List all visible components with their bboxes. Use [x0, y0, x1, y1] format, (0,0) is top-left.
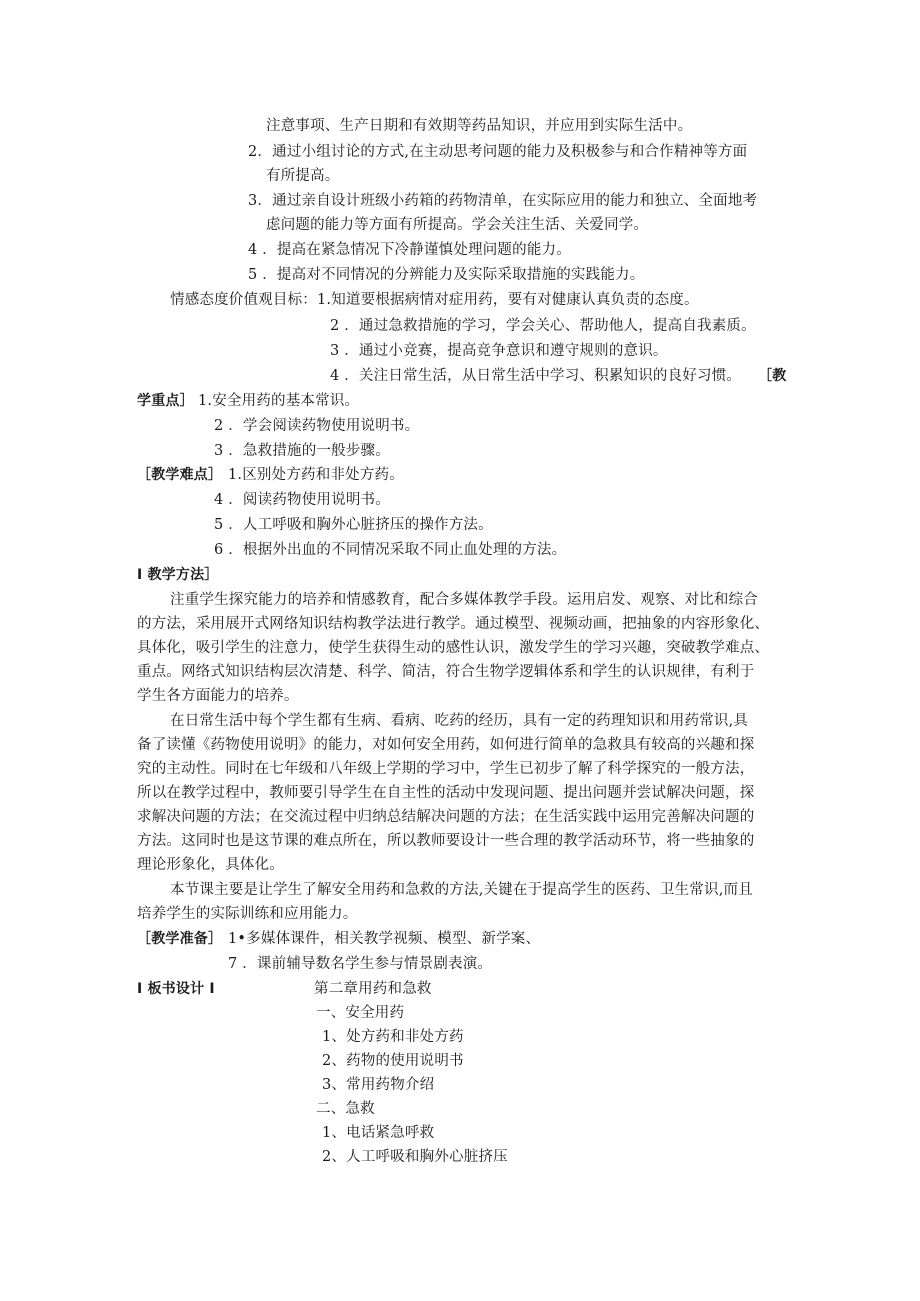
board-line-3: 2、药物的使用说明书 [322, 1053, 464, 1069]
ability-goal-2-cont: 有所提高。 [266, 168, 340, 184]
methods-p1-line2: 的方法，采用展开式网络知识结构教学法进行教学。通过模型、视频动画，把抽象的内容形象化、 [137, 616, 770, 632]
methods-p2-line6: 方法。这同时也是这节课的难点所在，所以教师要设计一些合理的教学活动环节，将一些抽象的 [137, 833, 755, 849]
board-line-5: 二、急救 [316, 1101, 375, 1117]
key-point-3: 3 ．急救措施的一般步骤。 [214, 443, 390, 459]
difficulty-1: 1.区别处方药和非处方药。 [228, 467, 404, 483]
ability-goal-4: 4 ．提高在紧急情况下冷静谨慎处理问题的能力。 [248, 242, 571, 258]
methods-p2-line4: 所以在教学过程中，教师要引导学生在自主性的活动中发现问题、提出问题并尝试解决问题，探 [137, 785, 755, 801]
methods-p1-line5: 学生各方面能力的培养。 [137, 688, 299, 704]
board-title: 第二章用药和急救 [314, 981, 432, 997]
ability-goal-2: 2．通过小组讨论的方式,在主动思考问题的能力及积极参与和合作精神等方面 [248, 144, 748, 160]
board-line-4: 3、常用药物介绍 [322, 1077, 435, 1093]
methods-p2-line3: 究的主动性。同时在七年级和八年级上学期的学习中，学生已初步了解了科学探究的一般方法， [137, 761, 755, 777]
board-line-6: 1、电话紧急呼救 [322, 1125, 435, 1141]
methods-p1-line1: 注重学生探究能力的培养和情感教育，配合多媒体教学手段。运用启发、观察、对比和综合 [170, 592, 758, 608]
emotion-goal-4: 4 ．关注日常生活，从日常生活中学习、积累知识的良好习惯。 [330, 368, 742, 384]
prep-item-2: 7 ．课前辅导数名学生参与情景剧表演。 [228, 956, 493, 972]
emotion-goal-2: 2 ．通过急救措施的学习，学会关心、帮助他人，提高自我素质。 [330, 318, 756, 334]
ability-goal-5: 5 ．提高对不同情况的分辨能力及实际采取措施的实践能力。 [248, 267, 645, 283]
difficulty-3: 5 ．人工呼吸和胸外心脏挤压的操作方法。 [214, 517, 493, 533]
ability-goal-3: 3．通过亲自设计班级小药箱的药物清单，在实际应用的能力和独立、全面地考 [248, 193, 758, 209]
emotion-goal-3: 3 ．通过小竞赛，提高竞争意识和遵守规则的意识。 [330, 343, 668, 359]
prep-heading: ［教学准备］ [137, 931, 223, 947]
key-points-heading-part1: ［教 [758, 368, 787, 384]
methods-heading: I 教学方法］ [137, 567, 219, 583]
ability-goal-3-cont: 虑问题的能力等方面有所提高。学会关注生活、关爱同学。 [266, 217, 649, 233]
methods-p1-line4: 重点。网络式知识结构层次清楚、科学、简洁，符合生物学逻辑体系和学生的认识规律，有利于 [137, 664, 755, 680]
board-line-7: 2、人工呼吸和胸外心脏挤压 [322, 1149, 508, 1165]
difficulty-4: 6 ．根据外出血的不同情况采取不同止血处理的方法。 [214, 542, 567, 558]
difficulties-heading: ［教学难点］ [137, 467, 223, 483]
board-line-1: 一、安全用药 [316, 1005, 405, 1021]
methods-p2-line5: 求解决问题的方法；在交流过程中归纳总结解决问题的方法；在生活实践中运用完善解决问题的 [137, 809, 755, 825]
board-line-2: 1、处方药和非处方药 [322, 1029, 464, 1045]
prep-item-1: 1•多媒体课件，相关教学视频、模型、新学案、 [228, 931, 541, 947]
methods-p2-line2: 备了读懂《药物使用说明》的能力，对如何安全用药，如何进行简单的急救具有较高的兴趣和探 [137, 737, 755, 753]
methods-p1-line3: 具体化，吸引学生的注意力，使学生获得生动的感性认识，激发学生的学习兴趣，突破教学难点、 [137, 640, 770, 656]
board-heading: I 板书设计 I [137, 981, 215, 997]
methods-p3-line1: 本节课主要是让学生了解安全用药和急救的方法,关键在于提高学生的医药、卫生常识,而且 [170, 882, 753, 898]
key-points-heading-part2: 学重点］ [137, 393, 194, 409]
methods-p2-line7: 理论形象化，具体化。 [137, 857, 284, 873]
emotion-goal-1: 情感态度价值观目标：1.知道要根据病情对症用药，要有对健康认真负责的态度。 [170, 292, 699, 308]
methods-p3-line2: 培养学生的实际训练和应用能力。 [137, 906, 358, 922]
key-point-1: 1.安全用药的基本常识。 [198, 393, 360, 409]
key-point-2: 2 ．学会阅读药物使用说明书。 [214, 418, 420, 434]
goal-continuation: 注意事项、生产日期和有效期等药品知识，并应用到实际生活中。 [266, 118, 693, 134]
methods-p2-line1: 在日常生活中每个学生都有生病、看病、吃药的经历，具有一定的药理知识和用药常识,具 [170, 713, 749, 729]
difficulty-2: 4 ．阅读药物使用说明书。 [214, 492, 390, 508]
